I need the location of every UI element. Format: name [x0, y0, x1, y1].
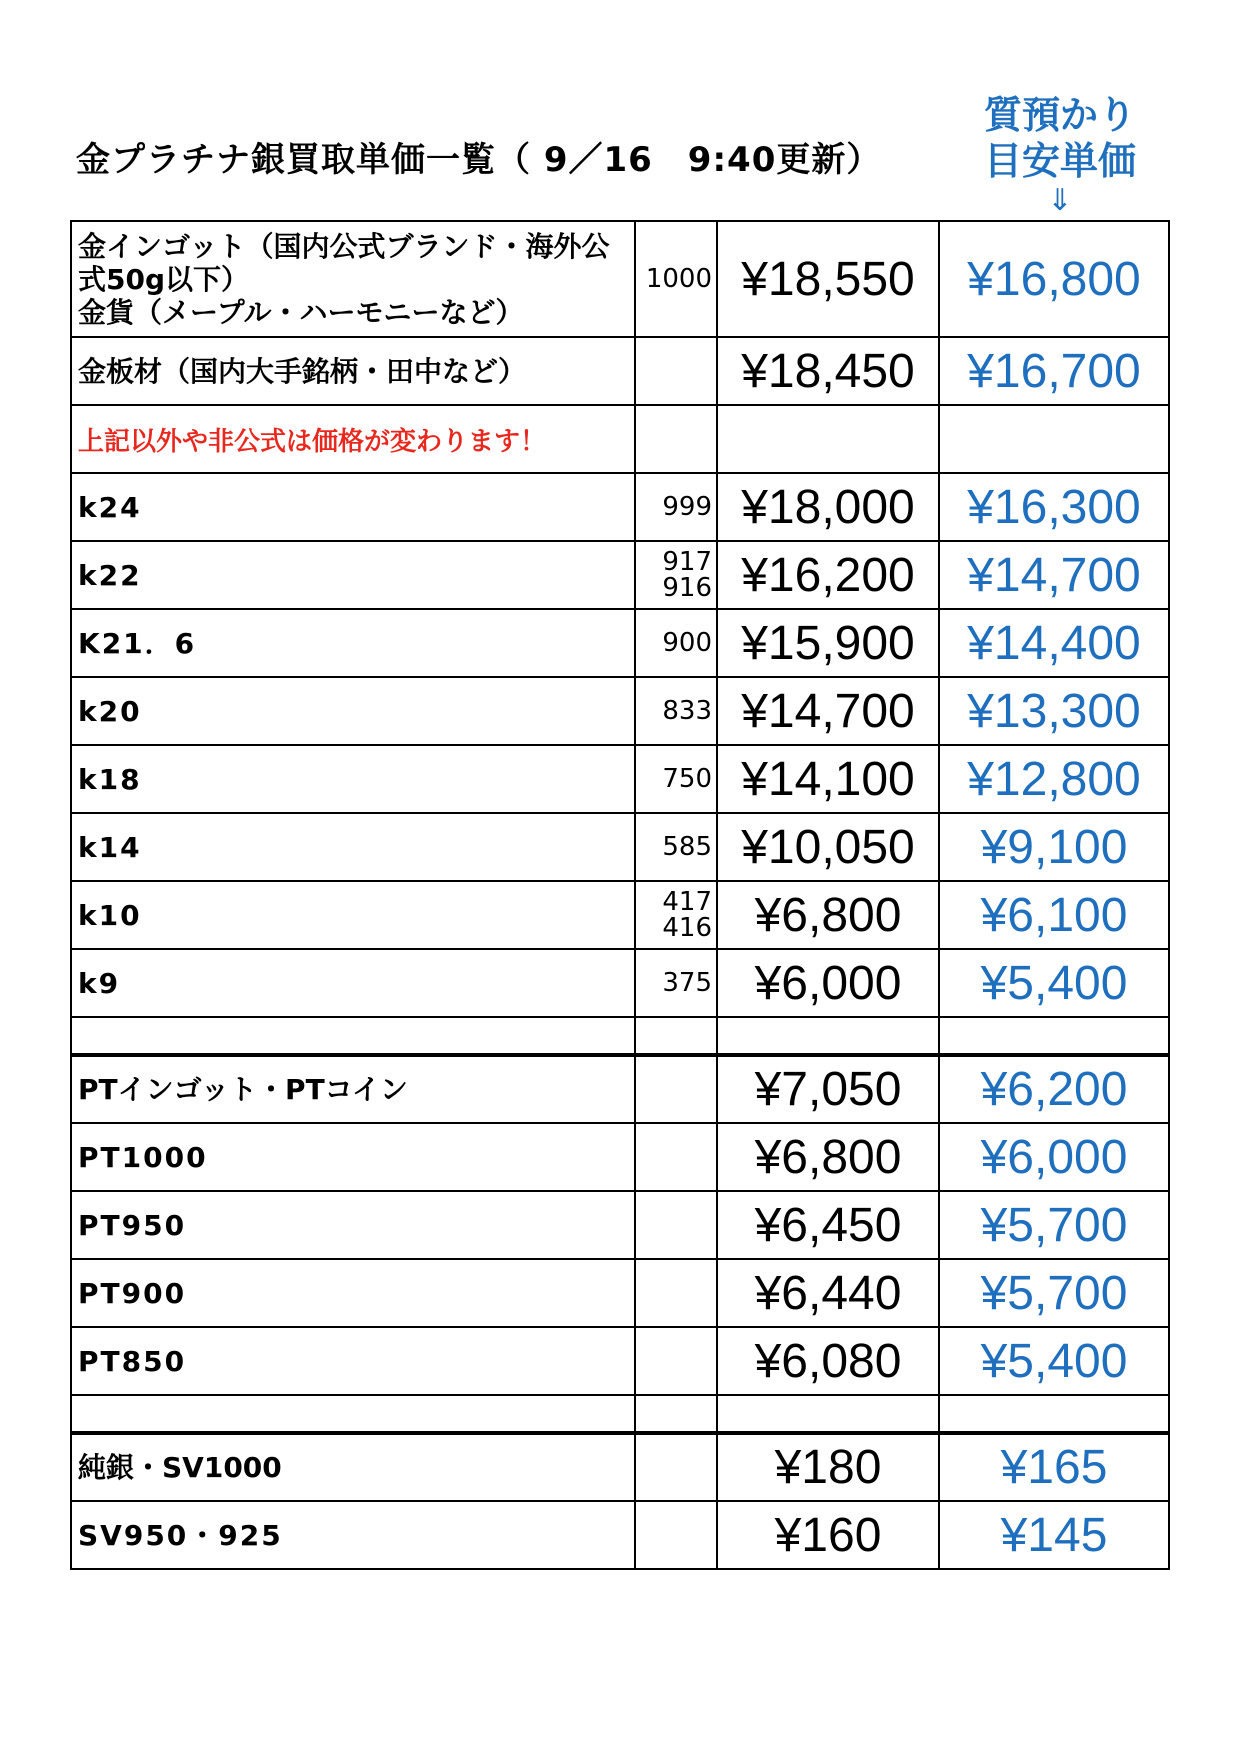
purity-value: 917 916	[662, 547, 712, 603]
table-row	[71, 221, 1169, 337]
pawn-price-cell	[939, 337, 1169, 405]
item-name: 金インゴット（国内公式ブランド・海外公 式50g以下） 金貨（メープル・ハーモニーなど）	[78, 229, 610, 329]
buy-price-cell	[717, 405, 939, 473]
pawn-price: ¥6,200	[980, 1063, 1128, 1116]
buy-price-cell	[717, 1327, 939, 1395]
pawn-price-cell	[939, 473, 1169, 541]
buy-price: ¥6,440	[754, 1266, 902, 1320]
item-name: PT900	[78, 1276, 187, 1310]
item-name: k20	[78, 694, 142, 728]
buy-price: ¥180	[774, 1441, 882, 1494]
item-name-cell	[71, 949, 635, 1017]
purity-cell	[635, 881, 717, 949]
buy-price: ¥10,050	[741, 820, 915, 874]
purity-value: 999	[662, 492, 712, 522]
pawn-price: ¥16,700	[967, 344, 1141, 398]
buy-price: ¥15,900	[741, 616, 915, 670]
pawn-price-cell	[939, 1327, 1169, 1395]
spacer-row	[71, 1017, 1169, 1055]
buy-price-cell	[717, 609, 939, 677]
purity-value: 375	[662, 968, 712, 998]
pawn-price-cell	[939, 405, 1169, 473]
buy-price-cell	[717, 949, 939, 1017]
pawn-price: ¥5,400	[980, 1334, 1128, 1388]
table-row	[71, 473, 1169, 541]
item-name-cell	[71, 473, 635, 541]
purity-cell	[635, 813, 717, 881]
pawn-price-cell	[939, 1395, 1169, 1433]
buy-price-cell	[717, 1191, 939, 1259]
pawn-price-cell	[939, 1433, 1169, 1501]
item-name-cell	[71, 1017, 635, 1055]
purity-cell	[635, 1191, 717, 1259]
item-name: 純銀・SV1000	[78, 1451, 282, 1484]
pawn-price: ¥6,000	[980, 1130, 1128, 1184]
item-name-cell	[71, 1055, 635, 1123]
buy-price: ¥6,080	[754, 1334, 902, 1388]
item-name-cell	[71, 541, 635, 609]
buy-price: ¥7,050	[754, 1063, 902, 1116]
item-name-cell	[71, 1123, 635, 1191]
pawn-price-cell	[939, 541, 1169, 609]
item-name: k10	[78, 898, 142, 932]
item-name: k14	[78, 830, 142, 864]
buy-price: ¥6,800	[754, 1130, 902, 1184]
table-row	[71, 1055, 1169, 1123]
item-name: k18	[78, 762, 142, 796]
buy-price-cell	[717, 1433, 939, 1501]
buy-price: ¥14,700	[741, 684, 915, 738]
buy-price-cell	[717, 1017, 939, 1055]
item-name: k24	[78, 490, 142, 524]
pawn-header-line1: 質預かり	[983, 93, 1136, 137]
item-name: PT850	[78, 1344, 187, 1378]
purity-cell	[635, 337, 717, 405]
pawn-price-cell	[939, 881, 1169, 949]
table-row	[71, 405, 1169, 473]
item-name-cell	[71, 745, 635, 813]
buy-price: ¥6,000	[754, 956, 902, 1010]
pawn-price: ¥6,100	[980, 888, 1128, 942]
pawn-price-cell	[939, 813, 1169, 881]
pawn-price: ¥14,400	[967, 616, 1141, 670]
pawn-price: ¥13,300	[967, 684, 1141, 738]
item-name-cell	[71, 1433, 635, 1501]
purity-value: 833	[662, 696, 712, 726]
item-name: K21．6	[78, 626, 197, 660]
item-name: 金板材（国内大手銘柄・田中など）	[78, 354, 527, 388]
buy-price-cell	[717, 337, 939, 405]
buy-price-cell	[717, 1395, 939, 1433]
purity-cell	[635, 1433, 717, 1501]
purity-cell	[635, 1259, 717, 1327]
item-name-cell	[71, 1501, 635, 1569]
spacer-row	[71, 1395, 1169, 1433]
pawn-price-cell	[939, 221, 1169, 337]
item-name-cell	[71, 221, 635, 337]
down-arrow-icon: ⇓	[1047, 183, 1073, 218]
table-row	[71, 745, 1169, 813]
pawn-price-cell	[939, 1501, 1169, 1569]
buy-price-cell	[717, 881, 939, 949]
item-name-cell	[71, 1327, 635, 1395]
item-name-cell	[71, 813, 635, 881]
buy-price: ¥16,200	[741, 548, 915, 602]
page-title: 金プラチナ銀買取単価一覧（ 9／16 9:40更新）	[76, 140, 882, 180]
pawn-header-line2: 目安単価	[983, 139, 1136, 183]
purity-cell	[635, 949, 717, 1017]
item-name-cell	[71, 1259, 635, 1327]
pawn-price: ¥12,800	[967, 752, 1141, 806]
purity-cell	[635, 677, 717, 745]
item-name: PT1000	[78, 1140, 208, 1174]
item-name: k22	[78, 558, 142, 592]
table-row	[71, 1259, 1169, 1327]
pawn-price: ¥145	[1000, 1508, 1108, 1562]
price-table	[70, 220, 1170, 1570]
buy-price-cell	[717, 813, 939, 881]
buy-price-cell	[717, 1259, 939, 1327]
table-row	[71, 1327, 1169, 1395]
buy-price: ¥6,450	[754, 1198, 902, 1252]
pawn-price: ¥165	[1000, 1441, 1108, 1494]
buy-price: ¥6,800	[754, 888, 902, 942]
item-name: PTインゴット・PTコイン	[78, 1073, 408, 1106]
purity-value: 900	[662, 628, 712, 658]
item-name-cell	[71, 677, 635, 745]
pawn-price: ¥16,300	[967, 480, 1141, 534]
table-row	[71, 609, 1169, 677]
item-name: k9	[78, 966, 121, 1000]
purity-cell	[635, 745, 717, 813]
table-row	[71, 1123, 1169, 1191]
purity-cell	[635, 1055, 717, 1123]
item-name-cell	[71, 609, 635, 677]
pawn-price-cell	[939, 1123, 1169, 1191]
buy-price-cell	[717, 1123, 939, 1191]
table-row	[71, 1501, 1169, 1569]
purity-cell	[635, 541, 717, 609]
pawn-price: ¥9,100	[980, 820, 1128, 874]
buy-price-cell	[717, 745, 939, 813]
table-row	[71, 541, 1169, 609]
purity-value: 585	[662, 832, 712, 862]
pawn-price: ¥5,700	[980, 1266, 1128, 1320]
purity-value: 1000	[645, 264, 712, 294]
table-row	[71, 949, 1169, 1017]
item-name-cell	[71, 405, 635, 473]
table-row	[71, 1433, 1169, 1501]
pawn-price-header	[960, 92, 1160, 218]
item-name-cell	[71, 1395, 635, 1433]
buy-price: ¥18,550	[741, 252, 915, 306]
pawn-price: ¥5,700	[980, 1198, 1128, 1252]
buy-price: ¥18,450	[741, 344, 915, 398]
buy-price-cell	[717, 1501, 939, 1569]
table-row	[71, 677, 1169, 745]
item-name-cell	[71, 881, 635, 949]
table-row	[71, 813, 1169, 881]
purity-cell	[635, 221, 717, 337]
purity-cell	[635, 1501, 717, 1569]
item-name: PT950	[78, 1208, 187, 1242]
buy-price: ¥14,100	[741, 752, 915, 806]
purity-cell	[635, 473, 717, 541]
pawn-price-cell	[939, 745, 1169, 813]
purity-value: 417 416	[662, 887, 712, 943]
pawn-price: ¥14,700	[967, 548, 1141, 602]
purity-cell	[635, 609, 717, 677]
pawn-price: ¥16,800	[967, 252, 1141, 306]
item-name: SV950・925	[78, 1518, 283, 1552]
item-name-cell	[71, 1191, 635, 1259]
pawn-price-cell	[939, 949, 1169, 1017]
table-row	[71, 1191, 1169, 1259]
table-row	[71, 881, 1169, 949]
purity-cell	[635, 405, 717, 473]
pawn-price-cell	[939, 1017, 1169, 1055]
buy-price-cell	[717, 677, 939, 745]
price-notice: 上記以外や非公式は価格が変わります！	[78, 426, 547, 457]
buy-price-cell	[717, 541, 939, 609]
pawn-price-cell	[939, 677, 1169, 745]
pawn-price-cell	[939, 1259, 1169, 1327]
purity-cell	[635, 1395, 717, 1433]
purity-cell	[635, 1123, 717, 1191]
item-name-cell	[71, 337, 635, 405]
pawn-price-cell	[939, 1055, 1169, 1123]
pawn-price-cell	[939, 1191, 1169, 1259]
pawn-price-cell	[939, 609, 1169, 677]
purity-cell	[635, 1327, 717, 1395]
buy-price-cell	[717, 473, 939, 541]
buy-price: ¥160	[774, 1508, 882, 1562]
purity-cell	[635, 1017, 717, 1055]
pawn-price: ¥5,400	[980, 956, 1128, 1010]
purity-value: 750	[662, 764, 712, 794]
buy-price-cell	[717, 221, 939, 337]
buy-price-cell	[717, 1055, 939, 1123]
table-row	[71, 337, 1169, 405]
buy-price: ¥18,000	[741, 480, 915, 534]
